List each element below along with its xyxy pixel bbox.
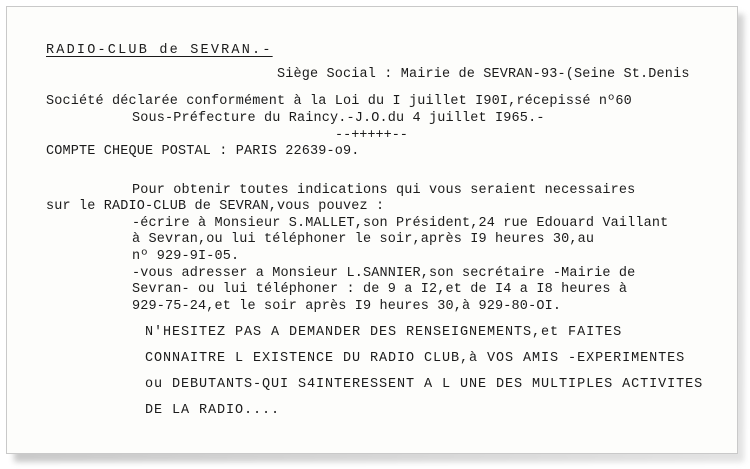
siege-social: Siège Social : Mairie de SEVRAN-93-(Seine St.Denis <box>277 67 690 82</box>
body-line: Sevran- ou lui téléphoner : de 9 a I2,et de I4 a I8 heures à <box>132 282 628 297</box>
caps-line: DE LA RADIO.... <box>145 403 281 418</box>
caps-line: CONNAITRE L EXISTENCE DU RADIO CLUB,à VOS AMIS -EXPERIMENTES <box>145 351 686 366</box>
compte-cheque-postal: COMPTE CHEQUE POSTAL : PARIS 22639-o9. <box>46 144 360 159</box>
declaration-line-2: Sous-Préfecture du Raincy.-J.O.du 4 juillet I965.- <box>132 111 545 126</box>
body-line: -écrire à Monsieur S.MALLET,son Président,24 rue Edouard Vaillant <box>132 216 669 231</box>
typewritten-page <box>6 6 738 454</box>
body-line: nº 929-9I-05. <box>132 249 240 264</box>
separator: --+++++-- <box>335 128 408 143</box>
body-line: à Sevran,ou lui téléphoner le soir,après I9 heures 30,au <box>132 232 595 247</box>
body-line: Pour obtenir toutes indications qui vous seraient necessaires <box>132 183 636 198</box>
caps-line: ou DEBUTANTS-QUI S4INTERESSENT A L UNE DES MULTIPLES ACTIVITES <box>145 377 704 392</box>
body-line: sur le RADIO-CLUB de SEVRAN,vous pouvez : <box>46 199 385 214</box>
caps-line: N'HESITEZ PAS A DEMANDER DES RENSEIGNEMENTS,et FAITES <box>145 325 623 340</box>
body-line: -vous adresser a Monsieur L.SANNIER,son secrétaire -Mairie de <box>132 266 636 281</box>
club-title: RADIO-CLUB de SEVRAN.- <box>46 43 273 58</box>
body-line: 929-75-24,et le soir après I9 heures 30,à 929-80-OI. <box>132 299 562 314</box>
declaration-line-1: Société déclarée conformément à la Loi du I juillet I90I,récepissé nº60 <box>46 94 632 109</box>
